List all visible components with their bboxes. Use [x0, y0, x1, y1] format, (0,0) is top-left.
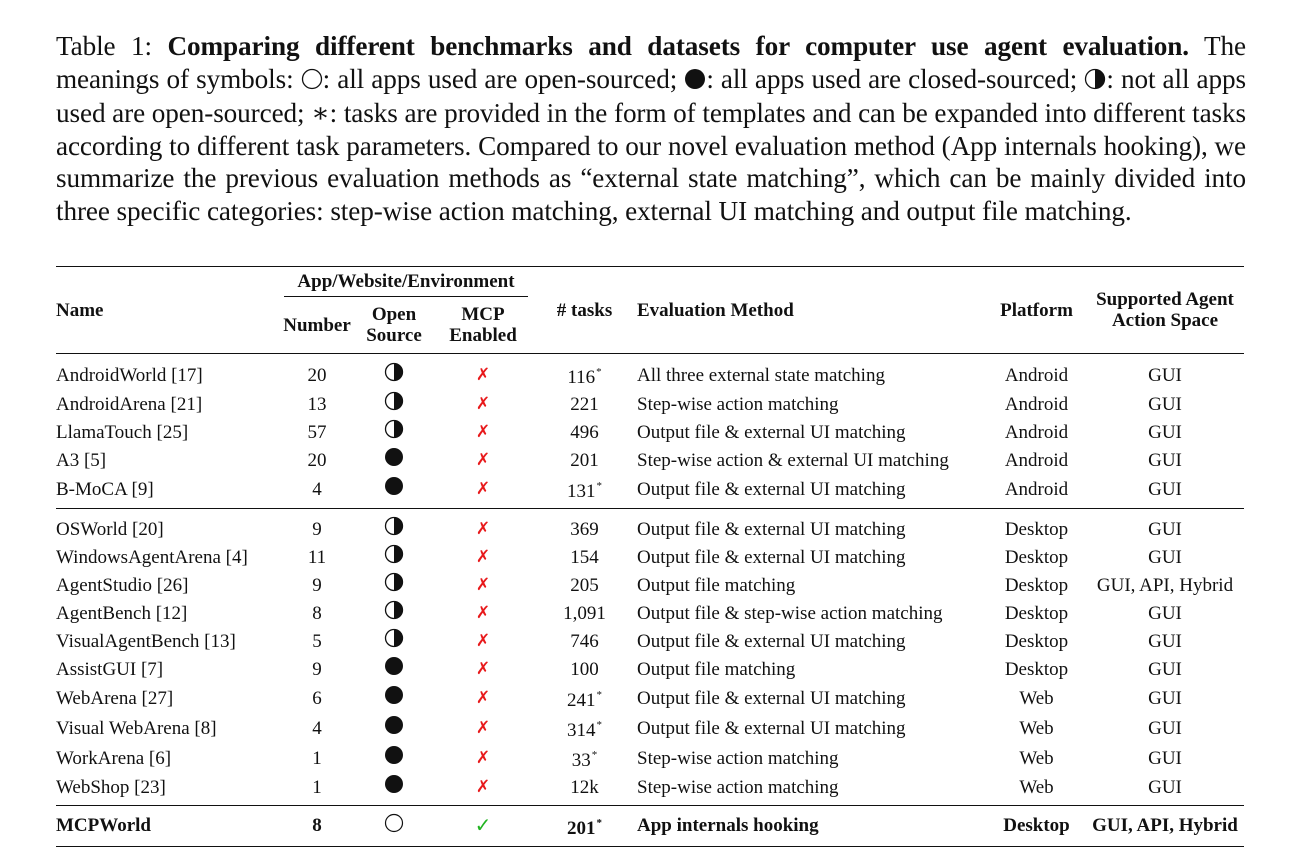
table-row — [56, 773, 1244, 806]
app-number: 8 — [312, 602, 322, 624]
open-source-cell — [354, 743, 434, 773]
template-star: * — [596, 689, 602, 701]
task-count — [532, 599, 637, 627]
mcp-cell — [434, 806, 532, 847]
platform: Android — [1004, 421, 1069, 443]
benchmark-name: WebArena [27] — [56, 687, 174, 709]
evaluation-method: Output file & external UI matching — [637, 518, 906, 540]
cross-icon: ✗ — [475, 422, 491, 442]
filled-circle-icon — [384, 476, 404, 503]
benchmark-name: OSWorld [20] — [56, 518, 164, 540]
action-space: GUI — [1148, 687, 1182, 709]
header-open-source: Open Source — [366, 304, 422, 346]
table-row — [56, 713, 1244, 743]
task-count-value: 221 — [570, 393, 599, 415]
action-space: GUI — [1148, 478, 1182, 500]
caption-text-1: The meanings of symbols: — [56, 31, 1246, 94]
task-count-value: 241 — [567, 690, 596, 711]
header-name: Name — [56, 299, 104, 321]
platform: Web — [1019, 687, 1054, 709]
mcp-cell — [434, 474, 532, 509]
cross-icon: ✗ — [475, 777, 491, 797]
action-space: GUI — [1148, 449, 1182, 471]
open-source-cell — [354, 509, 434, 544]
open-source-cell — [354, 354, 434, 391]
filled-circle-icon — [384, 745, 404, 772]
platform: Desktop — [1003, 815, 1070, 836]
open-source-cell — [354, 627, 434, 655]
action-space: GUI — [1148, 747, 1182, 769]
task-count — [532, 446, 637, 474]
mcp-cell — [434, 543, 532, 571]
caption-sym-half: : not all apps used are open-sourced; — [56, 63, 1246, 129]
benchmark-name: LlamaTouch [25] — [56, 421, 189, 443]
open-source-cell — [354, 543, 434, 571]
cross-icon: ✗ — [475, 575, 491, 595]
task-count-value: 12k — [570, 776, 599, 798]
platform: Android — [1004, 478, 1069, 500]
evaluation-method: Output file & external UI matching — [637, 717, 906, 739]
caption-prefix: Table 1: — [56, 31, 168, 61]
action-space: GUI — [1148, 546, 1182, 568]
template-star: * — [596, 719, 602, 731]
table-row — [56, 571, 1244, 599]
benchmark-name: Visual WebArena [8] — [56, 717, 217, 739]
task-count — [532, 773, 637, 806]
cross-icon: ✗ — [475, 519, 491, 539]
mcp-cell — [434, 446, 532, 474]
benchmark-name: WorkArena [6] — [56, 747, 172, 769]
half-circle-icon — [384, 628, 404, 655]
open-source-cell — [354, 773, 434, 806]
filled-circle-icon — [384, 685, 404, 712]
mcp-cell — [434, 509, 532, 544]
open-source-cell — [354, 683, 434, 713]
task-count-value: 154 — [570, 546, 599, 568]
mcp-cell — [434, 743, 532, 773]
evaluation-method: Output file & external UI matching — [637, 421, 906, 443]
task-count-value: 33 — [571, 750, 591, 771]
header-group: App/Website/Environment — [280, 267, 532, 298]
header-platform: Platform — [1000, 299, 1073, 321]
caption-sym-closed: : all apps used are closed-sourced; — [706, 63, 1085, 94]
platform: Web — [1019, 776, 1054, 798]
header-eval: Evaluation Method — [637, 299, 794, 321]
benchmark-name: AndroidArena [21] — [56, 393, 203, 415]
task-count-value: 201 — [567, 818, 596, 839]
evaluation-method: Output file & step-wise action matching — [637, 602, 943, 624]
half-circle-icon — [384, 419, 404, 446]
benchmark-name: B-MoCA [9] — [56, 478, 154, 500]
filled-circle-icon — [384, 715, 404, 742]
mcp-cell — [434, 571, 532, 599]
half-circle-icon — [384, 544, 404, 571]
evaluation-method: Output file matching — [637, 658, 796, 680]
table-row — [56, 806, 1244, 847]
cross-icon: ✗ — [475, 450, 491, 470]
filled-circle-icon — [684, 65, 706, 98]
mcp-cell — [434, 627, 532, 655]
cross-icon: ✗ — [475, 479, 491, 499]
task-count-value: 116 — [567, 367, 596, 388]
open-source-cell — [354, 806, 434, 847]
table-row — [56, 683, 1244, 713]
table-row — [56, 474, 1244, 509]
half-circle-icon — [384, 600, 404, 627]
platform: Android — [1004, 393, 1069, 415]
filled-circle-icon — [384, 774, 404, 801]
task-count-value: 1,091 — [563, 602, 606, 624]
open-source-cell — [354, 418, 434, 446]
task-count — [532, 655, 637, 683]
open-source-cell — [354, 655, 434, 683]
task-count-value: 496 — [570, 421, 599, 443]
action-space: GUI — [1148, 518, 1182, 540]
benchmark-name: AndroidWorld [17] — [56, 364, 203, 386]
header-action-space: Supported Agent Action Space — [1096, 289, 1234, 331]
app-number: 11 — [307, 546, 327, 568]
task-count — [532, 806, 637, 847]
open-source-cell — [354, 390, 434, 418]
open-source-cell — [354, 571, 434, 599]
app-number: 20 — [307, 449, 327, 471]
mcp-cell — [434, 390, 532, 418]
template-star: * — [596, 817, 602, 829]
app-number: 20 — [307, 364, 327, 386]
app-number: 9 — [312, 574, 322, 596]
benchmark-name: AssistGUI [7] — [56, 658, 164, 680]
benchmark-name: MCPWorld — [56, 815, 151, 836]
header-tasks: # tasks — [556, 299, 613, 321]
platform: Desktop — [1004, 546, 1069, 568]
template-star: * — [596, 480, 602, 492]
task-count — [532, 354, 637, 391]
cross-icon: ✗ — [475, 688, 491, 708]
platform: Desktop — [1004, 518, 1069, 540]
table-row — [56, 655, 1244, 683]
task-count — [532, 543, 637, 571]
platform: Desktop — [1004, 630, 1069, 652]
cross-icon: ✗ — [475, 748, 491, 768]
table-row — [56, 599, 1244, 627]
open-circle-icon — [301, 65, 323, 98]
task-count — [532, 571, 637, 599]
header-mcp: MCP Enabled — [449, 304, 517, 346]
task-count — [532, 509, 637, 544]
action-space: GUI — [1148, 717, 1182, 739]
half-circle-icon — [384, 572, 404, 599]
half-circle-icon — [384, 391, 404, 418]
benchmark-table — [56, 266, 1244, 847]
cross-icon: ✗ — [475, 547, 491, 567]
open-source-cell — [354, 474, 434, 509]
app-number: 5 — [312, 630, 322, 652]
evaluation-method: Step-wise action & external UI matching — [637, 449, 949, 471]
action-space: GUI — [1148, 630, 1182, 652]
mcp-cell — [434, 354, 532, 391]
benchmark-name: VisualAgentBench [13] — [56, 630, 236, 652]
task-count — [532, 627, 637, 655]
evaluation-method: Step-wise action matching — [637, 776, 839, 798]
action-space: GUI — [1148, 364, 1182, 386]
mcp-cell — [434, 683, 532, 713]
task-count-value: 205 — [570, 574, 599, 596]
mcp-cell — [434, 599, 532, 627]
app-number: 4 — [312, 717, 322, 739]
table-row — [56, 627, 1244, 655]
benchmark-name: AgentBench [12] — [56, 602, 188, 624]
open-source-cell — [354, 446, 434, 474]
platform: Desktop — [1004, 658, 1069, 680]
table-row — [56, 743, 1244, 773]
mcp-cell — [434, 418, 532, 446]
action-space: GUI — [1148, 602, 1182, 624]
evaluation-method: Step-wise action matching — [637, 393, 839, 415]
evaluation-method: Output file & external UI matching — [637, 478, 906, 500]
action-space: GUI, API, Hybrid — [1096, 574, 1234, 596]
table-caption — [56, 30, 1246, 228]
open-source-cell — [354, 713, 434, 743]
half-circle-icon — [384, 516, 404, 543]
evaluation-method: Output file & external UI matching — [637, 546, 906, 568]
evaluation-method: Output file matching — [637, 574, 796, 596]
platform: Android — [1004, 449, 1069, 471]
evaluation-method: Step-wise action matching — [637, 747, 839, 769]
cross-icon: ✗ — [475, 631, 491, 651]
task-count — [532, 743, 637, 773]
task-count — [532, 418, 637, 446]
benchmark-name: WebShop [23] — [56, 776, 166, 798]
caption-text-2: : tasks are provided in the form of templates and can be expanded into different tasks according to different task parameters. Compared to our novel evaluation method (App internals hooking), we summarize the previous evaluation methods as “external state matching”, which can be mainly divided into three specific categories: step-wise action matching, external UI matching and output file matching. — [56, 98, 1246, 226]
task-count-value: 100 — [570, 658, 599, 680]
task-count-value: 131 — [567, 481, 596, 502]
app-number: 1 — [312, 747, 322, 769]
app-number: 57 — [307, 421, 327, 443]
action-space: GUI, API, Hybrid — [1092, 815, 1238, 836]
platform: Desktop — [1004, 574, 1069, 596]
evaluation-method: App internals hooking — [637, 815, 819, 836]
task-count — [532, 713, 637, 743]
open-source-cell — [354, 599, 434, 627]
cross-icon: ✗ — [475, 394, 491, 414]
table-row — [56, 390, 1244, 418]
benchmark-name: A3 [5] — [56, 449, 107, 471]
app-number: 8 — [312, 815, 322, 836]
benchmark-name: AgentStudio [26] — [56, 574, 189, 596]
platform: Android — [1004, 364, 1069, 386]
table-row — [56, 446, 1244, 474]
check-icon: ✓ — [474, 813, 492, 837]
app-number: 4 — [312, 478, 322, 500]
task-count-value: 746 — [570, 630, 599, 652]
app-number: 9 — [312, 658, 322, 680]
filled-circle-icon — [384, 447, 404, 474]
cross-icon: ✗ — [475, 365, 491, 385]
app-number: 1 — [312, 776, 322, 798]
table-row — [56, 543, 1244, 571]
task-count-value: 314 — [567, 720, 596, 741]
action-space: GUI — [1148, 658, 1182, 680]
evaluation-method: All three external state matching — [637, 364, 885, 386]
action-space: GUI — [1148, 776, 1182, 798]
platform: Desktop — [1004, 602, 1069, 624]
task-count — [532, 474, 637, 509]
platform: Web — [1019, 747, 1054, 769]
cross-icon: ✗ — [475, 659, 491, 679]
template-star: * — [591, 749, 598, 761]
table-row — [56, 354, 1244, 391]
evaluation-method: Output file & external UI matching — [637, 630, 906, 652]
caption-title: Comparing different benchmarks and datasets for computer use agent evaluation. — [167, 31, 1189, 61]
mcp-cell — [434, 713, 532, 743]
table-row — [56, 418, 1244, 446]
template-star: * — [596, 366, 602, 378]
mcp-cell — [434, 655, 532, 683]
task-count-value: 369 — [570, 518, 599, 540]
task-count-value: 201 — [570, 449, 599, 471]
mcp-cell — [434, 773, 532, 806]
task-count — [532, 390, 637, 418]
half-circle-icon — [384, 362, 404, 389]
half-circle-icon — [1084, 65, 1106, 98]
app-number: 6 — [312, 687, 322, 709]
cross-icon: ✗ — [475, 603, 491, 623]
platform: Web — [1019, 717, 1054, 739]
benchmark-name: WindowsAgentArena [4] — [56, 546, 248, 568]
action-space: GUI — [1148, 421, 1182, 443]
app-number: 9 — [312, 518, 322, 540]
header-number: Number — [283, 314, 351, 336]
table-row — [56, 509, 1244, 544]
app-number: 13 — [307, 393, 327, 415]
evaluation-method: Output file & external UI matching — [637, 687, 906, 709]
task-count — [532, 683, 637, 713]
star-symbol: ∗ — [311, 98, 330, 129]
action-space: GUI — [1148, 393, 1182, 415]
filled-circle-icon — [384, 656, 404, 683]
caption-sym-open: : all apps used are open-sourced; — [322, 63, 685, 94]
cross-icon: ✗ — [475, 718, 491, 738]
